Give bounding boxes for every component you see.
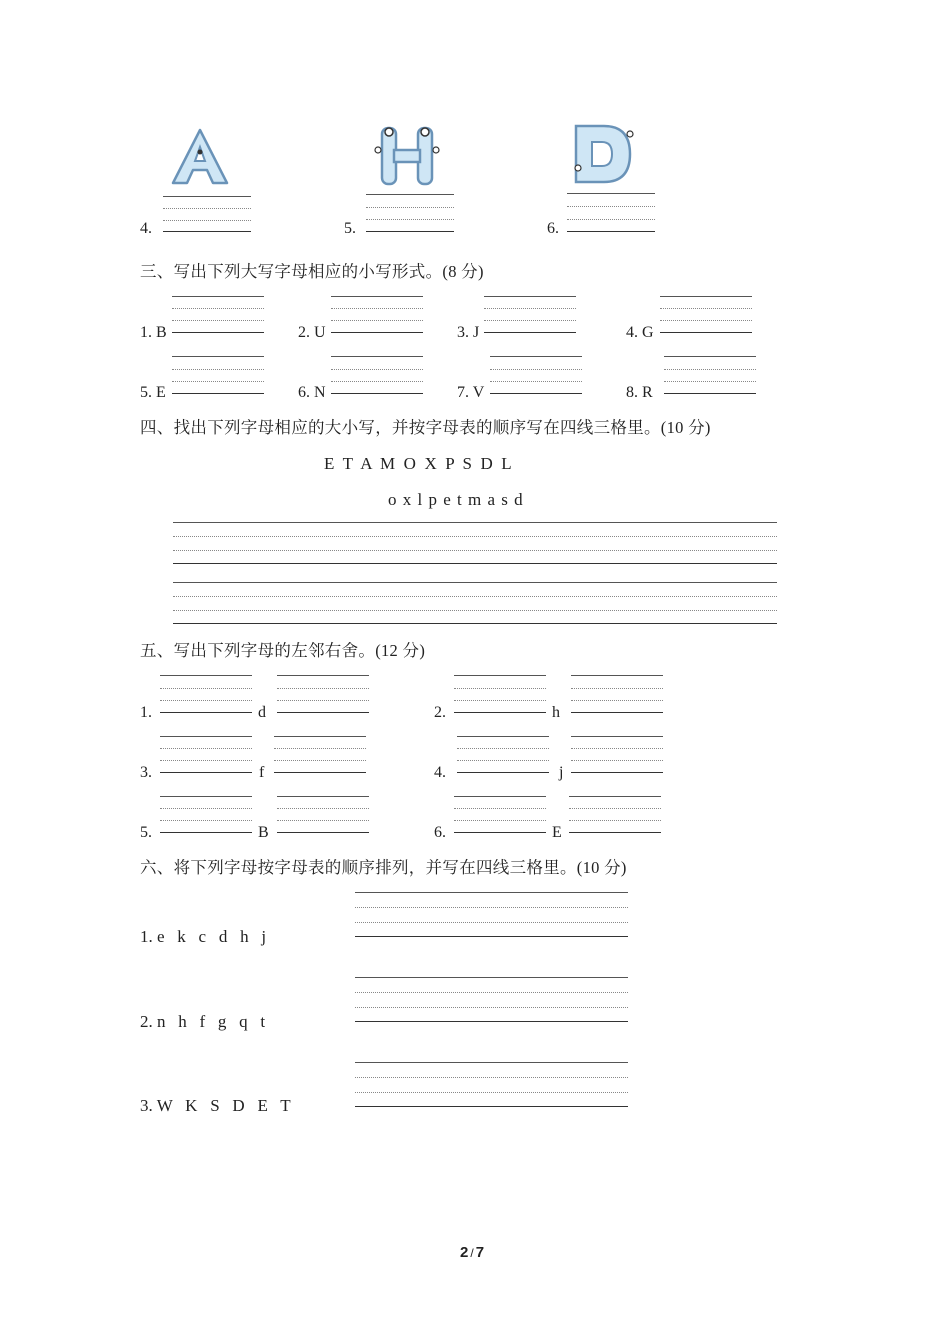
writing-grid[interactable]: [569, 796, 661, 833]
writing-grid[interactable]: [664, 356, 756, 394]
letter-h-picture: [372, 120, 442, 190]
writing-grid[interactable]: [366, 194, 454, 232]
question-item: 8. R: [626, 384, 653, 401]
writing-grid[interactable]: [274, 736, 366, 773]
question-item: 1. B: [140, 324, 167, 341]
section-6-title: 六、将下列字母按字母表的顺序排列，并写在四线三格里。(10 分): [140, 858, 627, 877]
question-number: 2.: [434, 704, 446, 721]
writing-grid[interactable]: [277, 675, 369, 713]
center-letter: j: [559, 764, 564, 781]
writing-grid[interactable]: [160, 675, 252, 713]
uppercase-letters: E T A M O X P S D L: [324, 454, 512, 473]
question-item: 7. V: [457, 384, 485, 401]
writing-grid[interactable]: [454, 796, 546, 833]
writing-grid[interactable]: [484, 296, 576, 333]
question-number: 4.: [140, 220, 152, 237]
writing-grid[interactable]: [355, 1062, 628, 1107]
center-letter: h: [552, 704, 560, 721]
writing-grid[interactable]: [172, 296, 264, 333]
question-item: 2. U: [298, 324, 326, 341]
writing-grid[interactable]: [457, 736, 549, 773]
question-number: 5.: [344, 220, 356, 237]
center-letter: f: [259, 764, 265, 781]
current-page: 2: [460, 1244, 469, 1261]
letter-a-picture: [165, 125, 235, 190]
question-number: 4.: [434, 764, 446, 781]
section-3-title: 三、写出下列大写字母相应的小写形式。(8 分): [140, 262, 484, 281]
writing-grid[interactable]: [173, 522, 777, 564]
center-letter: d: [258, 704, 266, 721]
question-number: 3.: [140, 764, 152, 781]
writing-grid[interactable]: [660, 296, 752, 333]
section-4-title: 四、找出下列字母相应的大小写，并按字母表的顺序写在四线三格里。(10 分): [140, 418, 711, 437]
question-number: 1.: [140, 704, 152, 721]
writing-grid[interactable]: [571, 736, 663, 773]
writing-grid[interactable]: [172, 356, 264, 394]
question-item: 6. N: [298, 384, 326, 401]
question-number: 5.: [140, 824, 152, 841]
writing-grid[interactable]: [567, 193, 655, 232]
total-pages: 7: [475, 1244, 485, 1261]
letter-d-picture: [568, 120, 638, 190]
question-item: 1. e k c d h j: [140, 927, 267, 946]
writing-grid[interactable]: [160, 736, 252, 773]
writing-grid[interactable]: [571, 675, 663, 713]
writing-grid[interactable]: [454, 675, 546, 713]
page-number: [460, 1244, 484, 1261]
section-5-title: 五、写出下列字母的左邻右舍。(12 分): [140, 641, 426, 660]
writing-grid[interactable]: [163, 196, 251, 232]
question-item: 4. G: [626, 324, 654, 341]
writing-grid[interactable]: [355, 977, 628, 1022]
lowercase-letters: o x l p e t m a s d: [388, 490, 524, 509]
writing-grid[interactable]: [490, 356, 582, 394]
question-number: 6.: [547, 220, 559, 237]
writing-grid[interactable]: [331, 296, 423, 333]
question-item: 3. W K S D E T: [140, 1096, 291, 1115]
page-separator: /: [470, 1246, 474, 1260]
center-letter: E: [552, 824, 562, 841]
question-item: 2. n h f g q t: [140, 1012, 266, 1031]
question-number: 6.: [434, 824, 446, 841]
center-letter: B: [258, 824, 269, 841]
writing-grid[interactable]: [277, 796, 369, 833]
question-item: 5. E: [140, 384, 166, 401]
writing-grid[interactable]: [173, 582, 777, 624]
writing-grid[interactable]: [355, 892, 628, 937]
writing-grid[interactable]: [331, 356, 423, 394]
question-item: 3. J: [457, 324, 480, 341]
writing-grid[interactable]: [160, 796, 252, 833]
